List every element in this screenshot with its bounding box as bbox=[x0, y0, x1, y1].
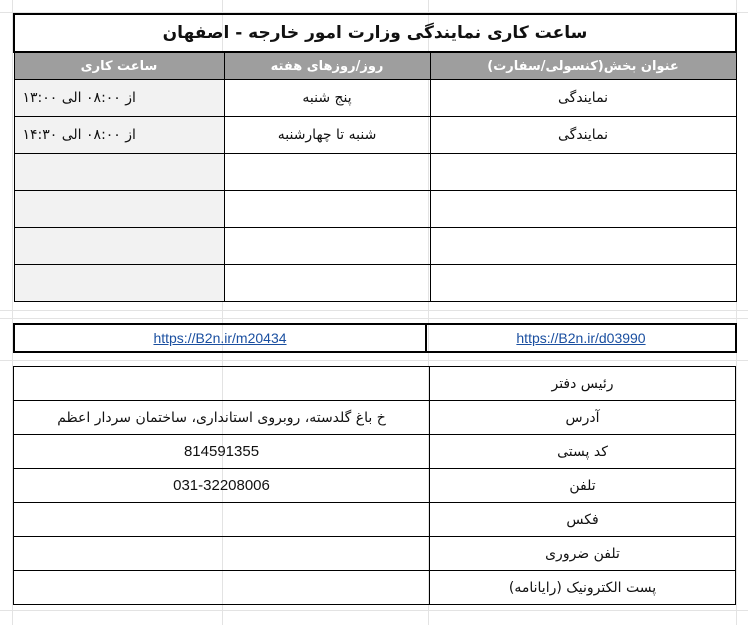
empty-cell[interactable] bbox=[430, 228, 736, 265]
empty-cell[interactable] bbox=[430, 191, 736, 228]
table-title: ساعت کاری نمایندگی وزارت امور خارجه - اصفهان bbox=[14, 14, 736, 52]
empty-cell[interactable] bbox=[430, 154, 736, 191]
label-postal-code: کد پستی bbox=[430, 435, 736, 469]
value-email[interactable] bbox=[14, 571, 430, 605]
empty-cell[interactable] bbox=[14, 191, 224, 228]
cell-hours[interactable]: از ۰۸:۰۰ الی ۱۳:۰۰ bbox=[14, 80, 224, 117]
link-cell-right bbox=[426, 324, 736, 352]
link-m20434[interactable]: https://B2n.ir/m20434 bbox=[153, 329, 287, 346]
header-section: عنوان بخش(کنسولی/سفارت) bbox=[430, 52, 736, 80]
table-row bbox=[14, 117, 736, 154]
empty-cell[interactable] bbox=[430, 265, 736, 302]
header-hours: ساعت کاری bbox=[14, 52, 224, 80]
empty-cell[interactable] bbox=[224, 265, 430, 302]
value-fax[interactable] bbox=[14, 503, 430, 537]
value-emergency-phone[interactable] bbox=[14, 537, 430, 571]
empty-cell[interactable] bbox=[14, 228, 224, 265]
label-fax: فکس bbox=[430, 503, 736, 537]
link-cell-left bbox=[14, 324, 426, 352]
cell-days[interactable]: شنبه تا چهارشنبه bbox=[224, 117, 430, 154]
empty-row bbox=[14, 191, 736, 228]
value-phone[interactable]: 031-32208006 bbox=[14, 469, 430, 503]
empty-cell[interactable] bbox=[224, 154, 430, 191]
link-d03990[interactable]: https://B2n.ir/d03990 bbox=[516, 329, 646, 346]
links-table bbox=[13, 323, 737, 353]
empty-row bbox=[14, 265, 736, 302]
empty-cell[interactable] bbox=[14, 265, 224, 302]
label-email: پست الکترونیک (رایانامه) bbox=[430, 571, 736, 605]
header-row bbox=[14, 52, 736, 80]
label-office-head: رئیس دفتر bbox=[430, 367, 736, 401]
cell-days[interactable]: پنج شنبه bbox=[224, 80, 430, 117]
contact-info-table bbox=[13, 366, 736, 605]
empty-cell[interactable] bbox=[224, 191, 430, 228]
empty-row bbox=[14, 228, 736, 265]
empty-cell[interactable] bbox=[224, 228, 430, 265]
working-hours-table bbox=[13, 13, 737, 302]
cell-section[interactable]: نمایندگی bbox=[430, 117, 736, 154]
value-office-head[interactable] bbox=[14, 367, 430, 401]
empty-row bbox=[14, 154, 736, 191]
header-days: روز/روزهای هفته bbox=[224, 52, 430, 80]
empty-cell[interactable] bbox=[14, 154, 224, 191]
table-row bbox=[14, 80, 736, 117]
cell-section[interactable]: نمایندگی bbox=[430, 80, 736, 117]
value-postal-code[interactable]: 814591355 bbox=[14, 435, 430, 469]
value-address[interactable]: خ باغ گلدسته، روبروی استانداری، ساختمان سردار اعظم bbox=[14, 401, 430, 435]
label-phone: تلفن bbox=[430, 469, 736, 503]
label-address: آدرس bbox=[430, 401, 736, 435]
label-emergency-phone: تلفن ضروری bbox=[430, 537, 736, 571]
cell-hours[interactable]: از ۰۸:۰۰ الی ۱۴:۳۰ bbox=[14, 117, 224, 154]
